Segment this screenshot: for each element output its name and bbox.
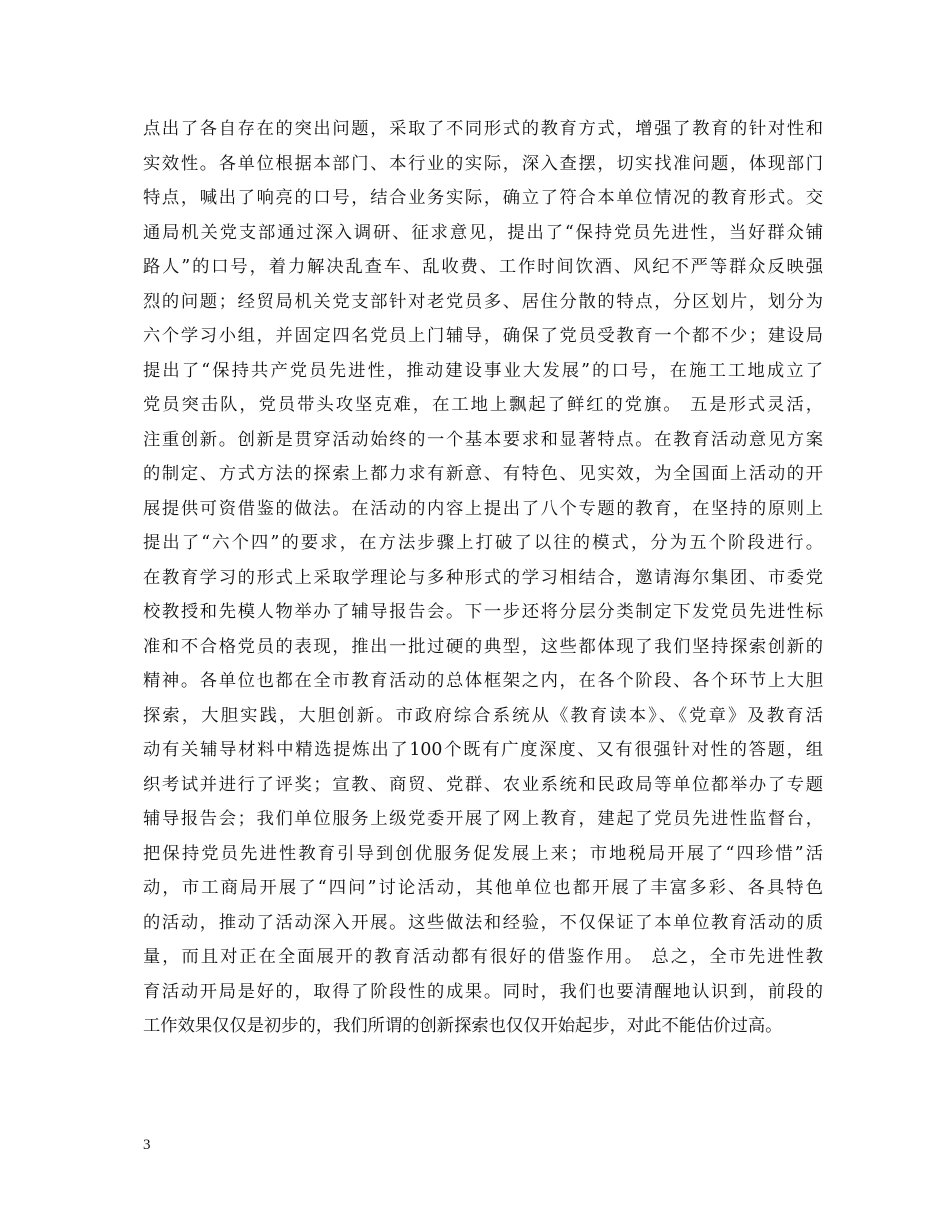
text-line: 工作效果仅仅是初步的，我们所谓的创新探索也仅仅开始起步，对此不能估价过高。	[143, 1016, 783, 1036]
text-line: 烈的问题；经贸局机关党支部针对老党员多、居住分散的特点，分区划片，划分为	[143, 291, 823, 312]
text-line: 展提供可资借鉴的做法。在活动的内容上提出了八个专题的教育，在坚持的原则上	[143, 498, 823, 519]
text-line: 量，而且对正在全面展开的教育活动都有很好的借鉴作用。 总之，全市先进性教	[143, 947, 823, 967]
text-line: 探索，大胆实践，大胆创新。市政府综合系统从《教育读本》、《党章》及教育活	[143, 705, 823, 726]
text-line: 点出了各自存在的突出问题，采取了不同形式的教育方式，增强了教育的针对性和	[143, 119, 823, 139]
text-line: 动有关辅导材料中精选提炼出了100个既有广度深度、又有很强针对性的答题，组	[143, 740, 823, 760]
body-text	[143, 112, 823, 1044]
text-line: 织考试并进行了评奖；宣教、商贸、党群、农业系统和民政局等单位都举办了专题	[143, 774, 823, 795]
page-number: 3	[143, 1137, 151, 1153]
text-line: 辅导报告会；我们单位服务上级党委开展了网上教育，建起了党员先进性监督台，	[143, 809, 823, 829]
text-line: 动，市工商局开展了“四问”讨论活动，其他单位也都开展了丰富多彩、各具特色	[143, 878, 823, 898]
text-line: 注重创新。创新是贯穿活动始终的一个基本要求和显著特点。在教育活动意见方案	[143, 429, 823, 450]
text-line: 把保持党员先进性教育引导到创优服务促发展上来；市地税局开展了“四珍惜”活	[143, 843, 823, 864]
text-line: 的活动，推动了活动深入开展。这些做法和经验，不仅保证了本单位教育活动的质	[143, 912, 823, 933]
text-line: 在教育学习的形式上采取学理论与多种形式的学习相结合，邀请海尔集团、市委党	[143, 567, 823, 588]
text-line: 精神。各单位也都在全市教育活动的总体框架之内，在各个阶段、各个环节上大胆	[143, 671, 823, 691]
text-line: 准和不合格党员的表现，推出一批过硬的典型，这些都体现了我们坚持探索创新的	[143, 636, 823, 657]
text-line: 的制定、方式方法的探索上都力求有新意、有特色、见实效，为全国面上活动的开	[143, 464, 823, 484]
text-line: 通局机关党支部通过深入调研、征求意见，提出了“保持党员先进性，当好群众铺	[143, 222, 823, 243]
text-line: 育活动开局是好的，取得了阶段性的成果。同时，我们也要清醒地认识到，前段的	[143, 981, 823, 1002]
text-line: 六个学习小组，并固定四名党员上门辅导，确保了党员受教育一个都不少；建设局	[143, 326, 823, 346]
text-line: 特点，喊出了响亮的口号，结合业务实际，确立了符合本单位情况的教育形式。交	[143, 188, 823, 208]
text-line: 党员突击队，党员带头攻坚克难，在工地上飘起了鲜红的党旗。 五是形式灵活，	[143, 395, 823, 415]
text-line: 实效性。各单位根据本部门、本行业的实际，深入查摆，切实找准问题，体现部门	[143, 153, 823, 174]
text-line: 路人”的口号，着力解决乱查车、乱收费、工作时间饮酒、风纪不严等群众反映强	[143, 257, 823, 277]
text-line: 提出了“保持共产党员先进性，推动建设事业大发展”的口号，在施工工地成立了	[143, 360, 823, 381]
text-line: 校教授和先模人物举办了辅导报告会。下一步还将分层分类制定下发党员先进性标	[143, 602, 823, 622]
text-line: 提出了“六个四”的要求，在方法步骤上打破了以往的模式，分为五个阶段进行。	[143, 533, 823, 553]
